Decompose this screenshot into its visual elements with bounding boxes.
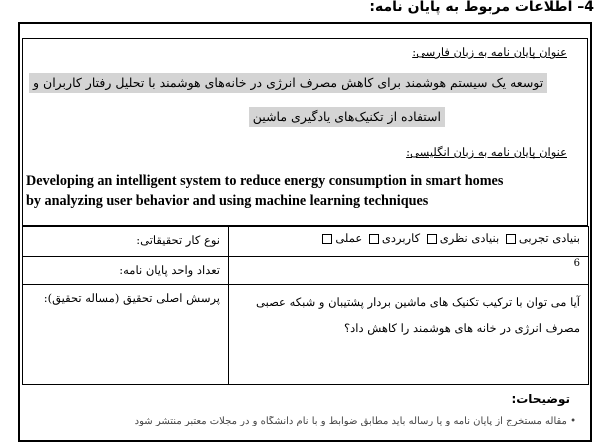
notes-label: توضیحات: [511, 392, 570, 406]
research-type-label: نوع کار تحقیقاتی: [23, 227, 229, 257]
english-title-label: عنوان پایان نامه به زبان انگلیسی: [406, 145, 567, 159]
option-label: بنیادی نظری [439, 231, 500, 245]
checkbox[interactable] [506, 234, 516, 244]
section-heading: 4– اطلاعات مربوط به پایان نامه: [369, 0, 594, 15]
table-row [23, 257, 589, 285]
thesis-info-table [22, 226, 589, 385]
question-line: آیا می توان با ترکیب تکنیک های ماشین بردار پشتیبان و شبکه عصبی [256, 295, 580, 309]
question-line: مصرف انرژی در خانه های هوشمند را کاهش داد؟ [344, 321, 580, 335]
option-label: کاربردی [381, 231, 421, 245]
units-value: 6 [229, 257, 589, 285]
english-title-line-1: Developing an intelligent system to reduce energy consumption in smart homes [26, 173, 504, 189]
option-label: بنیادی تجربی [518, 231, 580, 245]
notes-cutoff-text: • مقاله مستخرج از پایان نامه و یا رساله باید مطابق ضوابط و با نام دانشگاه و در مجلات معتبر منتشر شود [134, 416, 576, 426]
table-row [23, 227, 589, 257]
research-question-label: پرسش اصلی تحقیق (مساله تحقیق): [23, 285, 229, 385]
persian-title-line-2: استفاده از تکنیک‌های یادگیری ماشین [249, 107, 445, 127]
checkbox[interactable] [369, 234, 379, 244]
checkbox[interactable] [322, 234, 332, 244]
option-label: عملی [335, 231, 363, 245]
english-title-line-2: by analyzing user behavior and using machine learning techniques [26, 193, 429, 209]
table-row [23, 285, 589, 385]
research-question-value [229, 285, 589, 385]
units-label: تعداد واحد پایان نامه: [23, 257, 229, 285]
persian-title-line-1: توسعه یک سیستم هوشمند برای کاهش مصرف انرژی در خانه‌های هوشمند با تحلیل رفتار کاربران و [29, 73, 547, 93]
persian-title-label: عنوان پایان نامه به زبان فارسی: [412, 45, 567, 59]
research-type-options [229, 227, 589, 257]
checkbox[interactable] [427, 234, 437, 244]
